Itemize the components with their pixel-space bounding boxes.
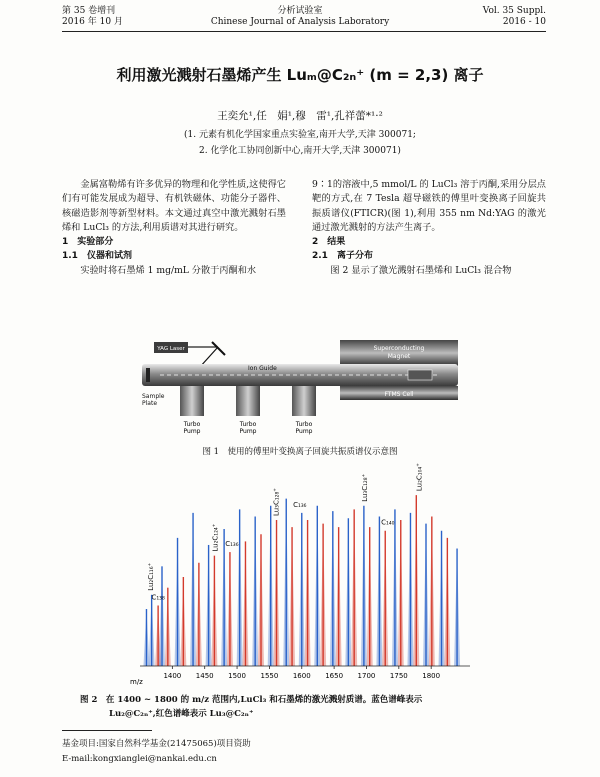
peak-annotation-3: C₁₃₆ xyxy=(225,540,239,549)
pump-2-label-2: Pump xyxy=(239,428,257,435)
turbo-pump-3 xyxy=(292,386,316,435)
plate-label-1: Sample xyxy=(142,393,165,400)
x-tick-label-1600: 1600 xyxy=(292,672,311,680)
peak-annotation-1: C₁₃₈ xyxy=(151,593,165,602)
authors: 王奕允¹,任 娟¹,穆 雷¹,孔祥蕾*¹·² xyxy=(217,110,383,122)
peak-annotation-8: Lu₂C₁₀₄⁺ xyxy=(415,463,424,492)
x-tick-label-1400: 1400 xyxy=(163,672,182,680)
spectrum-peaks xyxy=(143,495,460,666)
x-tick-label-1650: 1650 xyxy=(325,672,344,680)
mirror xyxy=(212,342,225,355)
peak-annotation-0: Lu₂C₁₁₆⁺ xyxy=(147,562,155,591)
pump-3-label-2: Pump xyxy=(295,428,313,435)
x-tick-label-1800: 1800 xyxy=(422,672,441,680)
section-2-heading: 2 结果 xyxy=(312,237,346,248)
figure-2-caption-line-2: Lu₂@C₂ₙ⁺,红色谱峰表示 Lu₃@C₂ₙ⁺ xyxy=(109,709,254,719)
pump-1-label-1: Turbo xyxy=(183,421,201,428)
plate-label-2: Plate xyxy=(142,400,158,407)
figure-2-caption-line-1: 图 2 在 1400 ~ 1800 的 m/z 范围内,LuCl₃ 和石墨烯的激光溅射质谱。蓝色谱峰表示 xyxy=(80,695,423,705)
pump-2-label-1: Turbo xyxy=(239,421,257,428)
footnote-rule xyxy=(62,730,152,731)
method-continued-paragraph: 9∶1的溶液中,5 mmol/L 的 LuCl₃ 溶于丙酮,采用分层点靶的方式,在 7 Tesla 超导磁铁的傅里叶变换离子回旋共振质谱仪(FTICR)(图 1),利用 355 nm Nd:YAG 的激光通过激光溅射的方法产生离子。 xyxy=(312,179,546,233)
turbo-pump-1 xyxy=(180,386,204,435)
section-2-1-heading: 2.1 离子分布 xyxy=(312,251,373,262)
peak-annotation-7: C₁₄₀ xyxy=(381,518,395,527)
pump-3-label-1: Turbo xyxy=(295,421,313,428)
ftms-cell xyxy=(408,370,432,380)
x-tick-label-1500: 1500 xyxy=(228,672,246,680)
volume-en: Vol. 35 Suppl. xyxy=(482,6,546,16)
x-tick-label-1550: 1550 xyxy=(260,672,279,680)
volume-cn: 第 35 卷增刊 xyxy=(62,6,116,16)
journal-en: Chinese Journal of Analysis Laboratory xyxy=(210,17,390,27)
right-column xyxy=(312,178,546,278)
magnet-label-2: Magnet xyxy=(387,353,411,360)
mass-spectrum-chart xyxy=(124,458,476,690)
date-cn: 2016 年 10 月 xyxy=(62,17,123,27)
sample-plate xyxy=(146,368,150,382)
x-tick-label-1750: 1750 xyxy=(389,672,408,680)
cell-label: FTMS Cell xyxy=(384,391,414,398)
laser-label: YAG Laser xyxy=(157,346,185,352)
turbo-pump-2 xyxy=(236,386,260,435)
x-axis-ticks xyxy=(163,666,440,680)
method-paragraph: 实验时将石墨烯 1 mg/mL 分散于丙酮和水 xyxy=(80,264,257,276)
peak-annotation-4: Lu₃C₁₂₈⁺ xyxy=(272,488,281,517)
left-column xyxy=(62,178,286,278)
pump-1-label-2: Pump xyxy=(183,428,201,435)
intro-paragraph: 金属富勒烯有许多优异的物理和化学性质,这使得它们有可能发展成为超导、有机铁磁体、功能分子器件、核磁造影剂等新型材料。本文通过真空中激光溅射石墨烯和 LuCl₃ 的方法,利用质谱对其进行研究。 xyxy=(62,179,286,233)
paper-title: 利用激光溅射石墨烯产生 Luₘ@C₂ₙ⁺ (m = 2,3) 离子 xyxy=(116,66,484,84)
section-1-heading: 1 实验部分 xyxy=(62,237,114,248)
results-paragraph: 图 2 显示了激光溅射石墨烯和 LuCl₃ 混合物 xyxy=(330,264,512,276)
x-axis-label: m/z xyxy=(130,678,143,686)
journal-cn: 分析试验室 xyxy=(277,6,323,16)
funding-note: 基金项目:国家自然科学基金(21475065)项目资助 xyxy=(62,739,251,749)
date-en: 2016 - 10 xyxy=(502,17,546,27)
header-rule xyxy=(62,31,546,32)
figure-1-caption: 图 1 使用的傅里叶变换离子回旋共振质谱仪示意图 xyxy=(202,447,398,457)
peak-annotation-6: Lu₃C₁₂₈⁺ xyxy=(361,473,370,502)
section-1-1-heading: 1.1 仪器和试剂 xyxy=(62,251,132,262)
magnet-label-1: Superconducting xyxy=(373,345,425,352)
peak-annotation-2: Lu₂C₁₂₄⁺ xyxy=(211,523,220,552)
ion-guide-label: Ion Guide xyxy=(248,365,277,372)
x-tick-label-1450: 1450 xyxy=(195,672,214,680)
figure-1-schematic xyxy=(140,338,460,438)
affiliation-2: 2. 化学化工协同创新中心,南开大学,天津 300071) xyxy=(199,146,401,156)
peak-annotation-5: C₁₃₆ xyxy=(293,500,307,509)
email-note: E-mail:kongxianglei@nankai.edu.cn xyxy=(62,754,217,764)
x-tick-label-1700: 1700 xyxy=(357,672,376,680)
affiliation-1: (1. 元素有机化学国家重点实验室,南开大学,天津 300071; xyxy=(184,130,416,140)
